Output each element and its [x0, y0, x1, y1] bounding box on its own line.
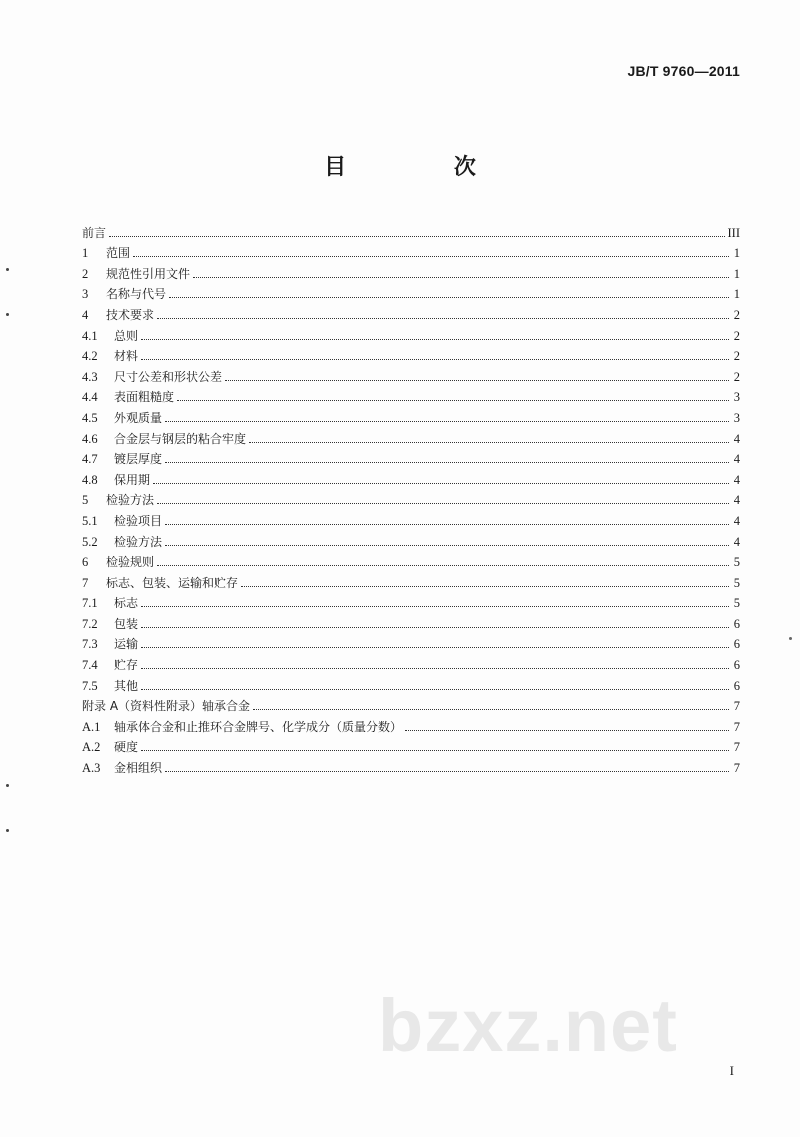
toc-entry [82, 240, 740, 261]
toc-entry-page: 4 [733, 431, 740, 446]
toc-entry-label: 规范性引用文件 [106, 266, 191, 281]
toc-entry [82, 610, 740, 631]
toc-entry-number: 1 [82, 246, 89, 261]
toc-leader-dots [249, 441, 729, 443]
toc-leader-dots [141, 605, 729, 607]
toc-entry-page: 3 [733, 410, 740, 425]
watermark: bzxz.net [378, 984, 678, 1067]
toc-entry-label: 标志 [114, 596, 139, 611]
toc-entry-number: 4.7 [82, 452, 98, 467]
toc-entry [82, 672, 740, 693]
toc-entry [82, 487, 740, 508]
toc-entry-label: 包装 [114, 616, 139, 631]
page-title: 目 次 [324, 155, 526, 180]
scan-mark [789, 637, 792, 640]
toc-entry-number: 7.2 [82, 616, 98, 631]
toc-entry [82, 507, 740, 528]
toc-entry-label: 材料 [114, 349, 139, 364]
toc-entry-page: 1 [733, 287, 740, 302]
toc-entry [82, 219, 740, 240]
toc-entry-label: 总则 [114, 328, 139, 343]
toc-entry-page: 7 [733, 740, 740, 755]
toc-entry-number: A.1 [82, 719, 101, 734]
toc-entry-page: 6 [733, 678, 740, 693]
toc-leader-dots [169, 296, 729, 298]
toc-entry-label: 附录 A（资料性附录）轴承合金 [82, 699, 251, 714]
toc-entry-page: 4 [733, 472, 740, 487]
toc-entry [82, 651, 740, 672]
toc-entry-number: 4 [82, 307, 89, 322]
toc-leader-dots [141, 338, 729, 340]
toc-leader-dots [153, 482, 729, 484]
toc-entry-page: 2 [733, 349, 740, 364]
scan-mark [6, 268, 9, 271]
toc-leader-dots [165, 770, 729, 772]
toc-entry-label: 表面粗糙度 [114, 390, 175, 405]
toc-leader-dots [141, 667, 729, 669]
toc-entry-page: 6 [733, 637, 740, 652]
toc-entry-number: 4.1 [82, 328, 98, 343]
toc-entry-label: 检验项目 [114, 513, 163, 528]
toc-entry-label: 运输 [114, 637, 139, 652]
toc-entry-number: 5.2 [82, 534, 98, 549]
toc-leader-dots [133, 255, 729, 257]
toc-leader-dots [253, 708, 729, 710]
toc-entry-label: 轴承体合金和止推环合金牌号、化学成分（质量分数） [114, 719, 403, 734]
toc-entry-label: 贮存 [114, 658, 139, 673]
toc-entry [82, 734, 740, 755]
toc-leader-dots [141, 646, 729, 648]
toc-entry [82, 549, 740, 570]
toc-entry-label: 镀层厚度 [114, 452, 163, 467]
toc-entry-page: 1 [733, 246, 740, 261]
toc-entry-page: 4 [733, 534, 740, 549]
standard-code: JB/T 9760—2011 [627, 63, 740, 79]
toc-leader-dots [165, 523, 729, 525]
toc-entry [82, 260, 740, 281]
toc-entry [82, 363, 740, 384]
toc-entry-label: 检验方法 [106, 493, 155, 508]
toc-entry-number: 4.4 [82, 390, 98, 405]
toc-entry-page: 7 [733, 699, 740, 714]
toc-entry-label: 外观质量 [114, 410, 163, 425]
toc-entry-page: 3 [733, 390, 740, 405]
toc-entry [82, 569, 740, 590]
toc-entry-label: 硬度 [114, 740, 139, 755]
toc-entry-label: 名称与代号 [106, 287, 167, 302]
toc-entry-label: 金相组织 [114, 761, 163, 776]
toc-entry [82, 446, 740, 467]
toc-entry-number: A.3 [82, 761, 101, 776]
page-number: I [729, 1063, 734, 1078]
toc-entry [82, 425, 740, 446]
toc-entry-label: 前言 [82, 225, 107, 240]
toc-leader-dots [141, 688, 729, 690]
toc-leader-dots [141, 749, 729, 751]
toc-leader-dots [165, 420, 729, 422]
toc-leader-dots [141, 626, 729, 628]
toc-leader-dots [241, 585, 729, 587]
toc-entry-number: 4.8 [82, 472, 98, 487]
toc-entry-page: 7 [733, 761, 740, 776]
toc-entry [82, 281, 740, 302]
scan-mark [6, 313, 9, 316]
toc-entry [82, 301, 740, 322]
toc-entry [82, 754, 740, 775]
toc-entry-label: 尺寸公差和形状公差 [114, 369, 223, 384]
toc-entry-label: 其他 [114, 678, 139, 693]
toc-entry-number: 2 [82, 266, 89, 281]
toc-entry-label: 保用期 [114, 472, 151, 487]
toc-entry-page: III [727, 225, 740, 240]
toc-entry-page: 2 [733, 328, 740, 343]
toc-entry-page: 1 [733, 266, 740, 281]
toc-entry-page: 4 [733, 493, 740, 508]
toc-entry-page: 5 [733, 555, 740, 570]
toc-entry [82, 384, 740, 405]
toc-entry-number: A.2 [82, 740, 101, 755]
toc-entry-number: 7.5 [82, 678, 98, 693]
toc-leader-dots [177, 399, 729, 401]
toc-entry-number: 6 [82, 555, 89, 570]
toc-entry [82, 466, 740, 487]
toc-entry-label: 范围 [106, 246, 131, 261]
toc-entry-label: 合金层与钢层的粘合牢度 [114, 431, 247, 446]
toc-leader-dots [225, 379, 729, 381]
toc-entry-page: 5 [733, 575, 740, 590]
toc-entry-page: 4 [733, 452, 740, 467]
toc-entry [82, 631, 740, 652]
toc-entry-number: 4.3 [82, 369, 98, 384]
toc-leader-dots [157, 502, 729, 504]
toc-entry [82, 693, 740, 714]
toc-entry-page: 2 [733, 307, 740, 322]
toc-entry-number: 3 [82, 287, 89, 302]
toc-entry [82, 528, 740, 549]
toc-entry-number: 7.4 [82, 658, 98, 673]
toc-entry-number: 7.3 [82, 637, 98, 652]
toc-entry-number: 7.1 [82, 596, 98, 611]
toc-leader-dots [165, 544, 729, 546]
toc-entry-label: 标志、包装、运输和贮存 [106, 575, 239, 590]
toc-entry-page: 6 [733, 658, 740, 673]
toc-entry-page: 4 [733, 513, 740, 528]
toc-entry [82, 343, 740, 364]
toc-leader-dots [193, 276, 729, 278]
scan-mark [6, 784, 9, 787]
toc-entry [82, 404, 740, 425]
toc-entry [82, 322, 740, 343]
toc-leader-dots [405, 729, 729, 731]
toc-entry-number: 4.5 [82, 410, 98, 425]
toc-entry [82, 713, 740, 734]
toc-entry [82, 590, 740, 611]
toc-leader-dots [157, 564, 729, 566]
toc-entry-page: 6 [733, 616, 740, 631]
toc-leader-dots [109, 235, 724, 237]
toc-entry-page: 7 [733, 719, 740, 734]
toc-entry-number: 4.6 [82, 431, 98, 446]
scan-mark [6, 829, 9, 832]
toc-entry-number: 4.2 [82, 349, 98, 364]
toc-leader-dots [157, 317, 729, 319]
toc-entry-label: 检验方法 [114, 534, 163, 549]
table-of-contents [82, 219, 740, 775]
toc-leader-dots [141, 358, 729, 360]
toc-entry-label: 技术要求 [106, 307, 155, 322]
toc-entry-number: 5.1 [82, 513, 98, 528]
toc-entry-label: 检验规则 [106, 555, 155, 570]
toc-entry-number: 5 [82, 493, 89, 508]
toc-entry-page: 5 [733, 596, 740, 611]
toc-leader-dots [165, 461, 729, 463]
toc-entry-page: 2 [733, 369, 740, 384]
toc-entry-number: 7 [82, 575, 89, 590]
